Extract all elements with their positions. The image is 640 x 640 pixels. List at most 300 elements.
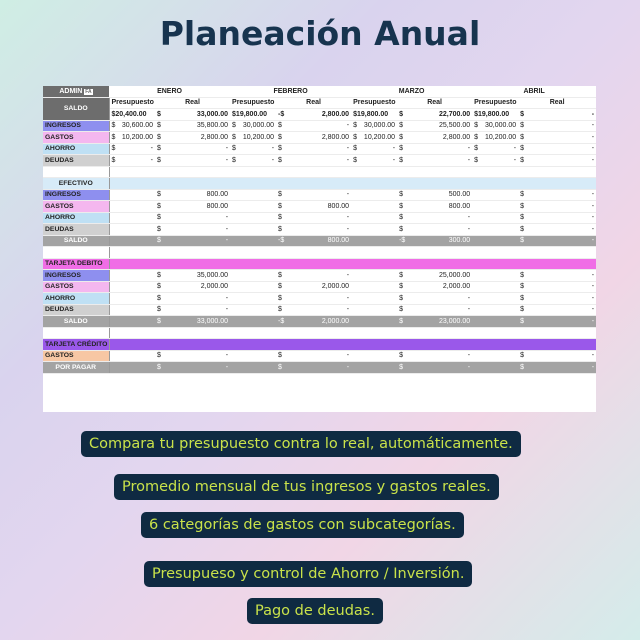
empty bbox=[109, 189, 155, 201]
empty bbox=[230, 304, 276, 316]
budget-value: - bbox=[361, 155, 397, 167]
real-value: 2,000.00 bbox=[407, 281, 472, 293]
currency: $ bbox=[518, 362, 528, 374]
real-value: 800.00 bbox=[286, 201, 351, 213]
real-value: 800.00 bbox=[407, 201, 472, 213]
category-label-ingresos: INGRESOS bbox=[43, 120, 109, 132]
summary-row-gastos bbox=[43, 132, 596, 144]
efectivo-section-title: EFECTIVO bbox=[43, 178, 109, 190]
blank-cell bbox=[286, 327, 351, 339]
currency: $ bbox=[155, 270, 165, 282]
empty bbox=[351, 362, 397, 374]
saldo-row bbox=[43, 109, 596, 121]
blank-row bbox=[43, 166, 596, 178]
blank-row bbox=[43, 327, 596, 339]
empty bbox=[351, 189, 397, 201]
debito-row-ahorro bbox=[43, 293, 596, 305]
budget-value: - bbox=[361, 143, 397, 155]
efectivo-saldo-value: 300.00 bbox=[407, 235, 472, 247]
real-value: - bbox=[528, 293, 596, 305]
credito-section-bar bbox=[109, 339, 596, 351]
currency: -$ bbox=[276, 316, 286, 328]
real-value: 35,800.00 bbox=[165, 120, 230, 132]
currency: $ bbox=[109, 143, 119, 155]
real-value: - bbox=[286, 350, 351, 362]
blank-cell bbox=[472, 247, 482, 259]
debito-label-gastos: GASTOS bbox=[43, 281, 109, 293]
empty bbox=[472, 235, 518, 247]
currency: $ bbox=[397, 293, 407, 305]
currency: $ bbox=[518, 132, 528, 144]
blank-cell bbox=[407, 247, 472, 259]
empty bbox=[472, 293, 518, 305]
blank-cell bbox=[397, 327, 407, 339]
real-value: - bbox=[407, 143, 472, 155]
currency: $ bbox=[518, 212, 528, 224]
empty bbox=[351, 281, 397, 293]
currency: $ bbox=[518, 201, 528, 213]
currency: $ bbox=[155, 304, 165, 316]
real-value: - bbox=[528, 143, 596, 155]
real-value: - bbox=[165, 293, 230, 305]
real-value: - bbox=[528, 304, 596, 316]
currency: $ bbox=[155, 281, 165, 293]
real-value: - bbox=[286, 224, 351, 236]
real-value: - bbox=[165, 224, 230, 236]
empty bbox=[472, 304, 518, 316]
real-value: - bbox=[528, 189, 596, 201]
month-header-enero: ENERO bbox=[109, 86, 230, 97]
currency: $ bbox=[472, 143, 482, 155]
saldo-real-marzo: 22,700.00 bbox=[407, 109, 472, 121]
blank-cell bbox=[230, 166, 240, 178]
currency: $ bbox=[276, 143, 286, 155]
blank-cell bbox=[109, 247, 119, 259]
real-value: 800.00 bbox=[165, 201, 230, 213]
saldo-real-enero: 33,000.00 bbox=[165, 109, 230, 121]
currency: $ bbox=[472, 132, 482, 144]
currency: $ bbox=[230, 132, 240, 144]
currency: $ bbox=[518, 316, 528, 328]
currency: $ bbox=[276, 201, 286, 213]
blank-cell bbox=[155, 247, 165, 259]
feature-average: Promedio mensual de tus ingresos y gastos reales. bbox=[114, 474, 499, 500]
currency: $ bbox=[155, 293, 165, 305]
currency: $ bbox=[397, 189, 407, 201]
blank-cell bbox=[165, 327, 230, 339]
efectivo-label-ingresos: INGRESOS bbox=[43, 189, 109, 201]
admin-label: ADMIN bbox=[59, 87, 83, 95]
currency: $ bbox=[518, 281, 528, 293]
real-value: - bbox=[286, 212, 351, 224]
real-value: - bbox=[407, 293, 472, 305]
blank-cell bbox=[528, 166, 596, 178]
admin-tab[interactable] bbox=[43, 86, 109, 97]
real-value: - bbox=[528, 224, 596, 236]
category-label-ahorro: AHORRO bbox=[43, 143, 109, 155]
empty bbox=[351, 316, 397, 328]
debito-saldo-label: SALDO bbox=[43, 316, 109, 328]
budget-value: 30,000.00 bbox=[240, 120, 276, 132]
efectivo-row-gastos bbox=[43, 201, 596, 213]
budget-value: 10,200.00 bbox=[240, 132, 276, 144]
debito-saldo-value: - bbox=[528, 316, 596, 328]
real-header: Real bbox=[397, 97, 472, 109]
currency: $ bbox=[230, 120, 240, 132]
blank-cell bbox=[276, 166, 286, 178]
currency: $ bbox=[109, 120, 119, 132]
currency: $ bbox=[518, 304, 528, 316]
blank-cell bbox=[482, 247, 518, 259]
blank-cell bbox=[518, 247, 528, 259]
real-value: - bbox=[528, 270, 596, 282]
empty bbox=[351, 270, 397, 282]
real-value: - bbox=[528, 281, 596, 293]
empty bbox=[472, 270, 518, 282]
empty bbox=[230, 235, 276, 247]
empty bbox=[230, 270, 276, 282]
real-value: 25,000.00 bbox=[407, 270, 472, 282]
empty bbox=[351, 235, 397, 247]
real-value: - bbox=[528, 350, 596, 362]
efectivo-label-deudas: DEUDAS bbox=[43, 224, 109, 236]
empty bbox=[472, 316, 518, 328]
blank-cell bbox=[43, 327, 109, 339]
blank-cell bbox=[361, 247, 397, 259]
empty bbox=[230, 201, 276, 213]
real-value: 2,000.00 bbox=[286, 281, 351, 293]
blank-cell bbox=[351, 166, 361, 178]
category-label-deudas: DEUDAS bbox=[43, 155, 109, 167]
empty bbox=[230, 293, 276, 305]
currency: $ bbox=[518, 293, 528, 305]
planning-table bbox=[43, 86, 596, 374]
real-value: 800.00 bbox=[165, 189, 230, 201]
currency: $ bbox=[155, 155, 165, 167]
efectivo-saldo-value: - bbox=[528, 235, 596, 247]
real-value: - bbox=[528, 212, 596, 224]
efectivo-row-deudas bbox=[43, 224, 596, 236]
currency: $ bbox=[155, 189, 165, 201]
blank-cell bbox=[397, 247, 407, 259]
debito-row-deudas bbox=[43, 304, 596, 316]
blank-cell bbox=[351, 247, 361, 259]
saldo-label: SALDO bbox=[43, 97, 109, 120]
currency: $ bbox=[397, 270, 407, 282]
saldo-real-abril: - bbox=[528, 109, 596, 121]
empty bbox=[109, 201, 155, 213]
debito-section-bar bbox=[109, 258, 596, 270]
real-value: - bbox=[407, 212, 472, 224]
blank-cell bbox=[482, 327, 518, 339]
blank-cell bbox=[276, 247, 286, 259]
blank-cell bbox=[119, 247, 155, 259]
currency: $ bbox=[397, 362, 407, 374]
credito-label-gastos: GASTOS bbox=[43, 350, 109, 362]
real-header: Real bbox=[518, 97, 596, 109]
empty bbox=[109, 316, 155, 328]
efectivo-saldo-label: SALDO bbox=[43, 235, 109, 247]
real-value: 2,800.00 bbox=[407, 132, 472, 144]
budget-value: 30,000.00 bbox=[361, 120, 397, 132]
budget-header: Presupuesto bbox=[230, 97, 276, 109]
real-value: 500.00 bbox=[407, 189, 472, 201]
blank-cell bbox=[518, 166, 528, 178]
currency: $ bbox=[155, 212, 165, 224]
credito-saldo-row bbox=[43, 362, 596, 374]
credito-saldo-value: - bbox=[407, 362, 472, 374]
empty bbox=[472, 350, 518, 362]
currency: -$ bbox=[397, 235, 407, 247]
currency: $ bbox=[276, 132, 286, 144]
budget-value: 10,200.00 bbox=[119, 132, 155, 144]
month-header-row bbox=[43, 86, 596, 97]
blank-cell bbox=[230, 327, 240, 339]
blank-row bbox=[43, 247, 596, 259]
feature-savings: Presupueso y control de Ahorro / Inversión. bbox=[144, 561, 472, 587]
empty bbox=[109, 235, 155, 247]
currency: $ bbox=[472, 120, 482, 132]
efectivo-saldo-value: - bbox=[165, 235, 230, 247]
blank-cell bbox=[528, 327, 596, 339]
blank-cell bbox=[109, 166, 119, 178]
blank-cell bbox=[276, 327, 286, 339]
efectivo-label-gastos: GASTOS bbox=[43, 201, 109, 213]
blank-cell bbox=[351, 327, 361, 339]
blank-cell bbox=[155, 327, 165, 339]
currency: $ bbox=[518, 189, 528, 201]
currency: $ bbox=[472, 155, 482, 167]
blank-cell bbox=[518, 327, 528, 339]
currency: $ bbox=[155, 201, 165, 213]
real-value: 25,500.00 bbox=[407, 120, 472, 132]
credito-saldo-label: POR PAGAR bbox=[43, 362, 109, 374]
currency: $ bbox=[397, 212, 407, 224]
empty bbox=[472, 201, 518, 213]
debito-saldo-value: 2,000.00 bbox=[286, 316, 351, 328]
real-value: 2,800.00 bbox=[165, 132, 230, 144]
currency: $ bbox=[276, 270, 286, 282]
real-value: - bbox=[286, 155, 351, 167]
currency: $ bbox=[155, 235, 165, 247]
real-value: - bbox=[286, 143, 351, 155]
blank-cell bbox=[286, 166, 351, 178]
budget-value: 10,200.00 bbox=[361, 132, 397, 144]
credito-row-gastos bbox=[43, 350, 596, 362]
blank-cell bbox=[472, 327, 482, 339]
debito-label-deudas: DEUDAS bbox=[43, 304, 109, 316]
debito-saldo-row bbox=[43, 316, 596, 328]
blank-cell bbox=[165, 166, 230, 178]
credito-saldo-value: - bbox=[528, 362, 596, 374]
subheader-row bbox=[43, 97, 596, 109]
debito-saldo-value: 23,000.00 bbox=[407, 316, 472, 328]
empty bbox=[230, 350, 276, 362]
currency: $ bbox=[276, 304, 286, 316]
budget-header: Presupuesto bbox=[472, 97, 518, 109]
blank-cell bbox=[109, 327, 119, 339]
currency: $ bbox=[155, 224, 165, 236]
blank-cell bbox=[472, 166, 482, 178]
credito-header-row bbox=[43, 339, 596, 351]
real-value: - bbox=[286, 293, 351, 305]
month-header-marzo: MARZO bbox=[351, 86, 472, 97]
currency: $ bbox=[518, 155, 528, 167]
saldo-budget-marzo: $19,800.00 bbox=[351, 109, 397, 121]
budget-header: Presupuesto bbox=[351, 97, 397, 109]
empty bbox=[351, 201, 397, 213]
efectivo-row-ingresos bbox=[43, 189, 596, 201]
real-value: 35,000.00 bbox=[165, 270, 230, 282]
real-value: - bbox=[286, 304, 351, 316]
currency: $ bbox=[397, 350, 407, 362]
currency: $ bbox=[276, 293, 286, 305]
currency: $ bbox=[351, 132, 361, 144]
real-value: - bbox=[528, 201, 596, 213]
currency: $ bbox=[155, 316, 165, 328]
blank-cell bbox=[119, 166, 155, 178]
empty bbox=[109, 224, 155, 236]
currency: $ bbox=[276, 212, 286, 224]
real-value: - bbox=[165, 155, 230, 167]
empty bbox=[230, 212, 276, 224]
blank-cell bbox=[43, 247, 109, 259]
blank-cell bbox=[240, 327, 276, 339]
currency: $ bbox=[397, 316, 407, 328]
empty bbox=[472, 224, 518, 236]
currency: $ bbox=[351, 120, 361, 132]
currency: $ bbox=[230, 155, 240, 167]
empty bbox=[351, 224, 397, 236]
blank-cell bbox=[240, 247, 276, 259]
debito-label-ahorro: AHORRO bbox=[43, 293, 109, 305]
debito-label-ingresos: INGRESOS bbox=[43, 270, 109, 282]
real-value: - bbox=[407, 155, 472, 167]
currency: $ bbox=[276, 120, 286, 132]
budget-value: 30,600.00 bbox=[119, 120, 155, 132]
efectivo-header-row bbox=[43, 178, 596, 190]
currency: $ bbox=[276, 189, 286, 201]
budget-value: 10,200.00 bbox=[482, 132, 518, 144]
empty bbox=[230, 316, 276, 328]
credito-saldo-value: - bbox=[286, 362, 351, 374]
month-header-abril: ABRIL bbox=[472, 86, 596, 97]
currency: $ bbox=[518, 143, 528, 155]
admin-tag: FA bbox=[85, 88, 92, 95]
currency: $ bbox=[351, 143, 361, 155]
saldo-budget-enero: $20,400.00 bbox=[109, 109, 155, 121]
real-value: - bbox=[165, 143, 230, 155]
empty bbox=[109, 270, 155, 282]
budget-value: - bbox=[482, 143, 518, 155]
currency: $ bbox=[276, 224, 286, 236]
saldo-real-currency: $ bbox=[397, 109, 407, 121]
empty bbox=[230, 281, 276, 293]
debito-section-title: TARJETA DEBITO bbox=[43, 258, 109, 270]
empty bbox=[109, 212, 155, 224]
blank-cell bbox=[361, 327, 397, 339]
currency: $ bbox=[397, 304, 407, 316]
empty bbox=[472, 362, 518, 374]
saldo-real-currency: -$ bbox=[276, 109, 286, 121]
real-value: - bbox=[407, 224, 472, 236]
blank-cell bbox=[397, 166, 407, 178]
currency: $ bbox=[518, 270, 528, 282]
real-header: Real bbox=[276, 97, 351, 109]
currency: $ bbox=[397, 155, 407, 167]
month-header-febrero: FEBRERO bbox=[230, 86, 351, 97]
efectivo-label-ahorro: AHORRO bbox=[43, 212, 109, 224]
real-value: - bbox=[165, 212, 230, 224]
blank-cell bbox=[165, 247, 230, 259]
debito-saldo-value: 33,000.00 bbox=[165, 316, 230, 328]
efectivo-row-ahorro bbox=[43, 212, 596, 224]
currency: $ bbox=[397, 201, 407, 213]
budget-value: 30,000.00 bbox=[482, 120, 518, 132]
debito-row-gastos bbox=[43, 281, 596, 293]
empty bbox=[351, 293, 397, 305]
saldo-real-febrero: 2,800.00 bbox=[286, 109, 351, 121]
blank-cell bbox=[43, 166, 109, 178]
currency: $ bbox=[397, 224, 407, 236]
saldo-budget-abril: $19,800.00 bbox=[472, 109, 518, 121]
budget-value: - bbox=[119, 155, 155, 167]
summary-row-deudas bbox=[43, 155, 596, 167]
currency: $ bbox=[397, 281, 407, 293]
budget-value: - bbox=[240, 143, 276, 155]
credito-saldo-value: - bbox=[165, 362, 230, 374]
empty bbox=[109, 293, 155, 305]
empty bbox=[230, 224, 276, 236]
blank-cell bbox=[528, 247, 596, 259]
real-value: 2,000.00 bbox=[165, 281, 230, 293]
empty bbox=[230, 189, 276, 201]
empty bbox=[351, 212, 397, 224]
currency: $ bbox=[109, 132, 119, 144]
summary-row-ingresos bbox=[43, 120, 596, 132]
blank-cell bbox=[361, 166, 397, 178]
currency: $ bbox=[351, 155, 361, 167]
currency: -$ bbox=[276, 235, 286, 247]
currency: $ bbox=[230, 143, 240, 155]
budget-value: - bbox=[240, 155, 276, 167]
spreadsheet bbox=[43, 86, 596, 412]
budget-header: Presupuesto bbox=[109, 97, 155, 109]
feature-compare: Compara tu presupuesto contra lo real, automáticamente. bbox=[81, 431, 521, 457]
real-value: - bbox=[407, 304, 472, 316]
empty bbox=[351, 350, 397, 362]
page-title: Planeación Anual bbox=[159, 14, 481, 53]
real-header: Real bbox=[155, 97, 230, 109]
empty bbox=[472, 281, 518, 293]
saldo-real-currency: $ bbox=[518, 109, 528, 121]
real-value: - bbox=[286, 270, 351, 282]
currency: $ bbox=[397, 132, 407, 144]
currency: $ bbox=[397, 120, 407, 132]
blank-cell bbox=[407, 166, 472, 178]
debito-row-ingresos bbox=[43, 270, 596, 282]
currency: $ bbox=[518, 120, 528, 132]
credito-section-title: TARJETA CRÉDITO bbox=[43, 339, 109, 351]
real-value: - bbox=[528, 132, 596, 144]
saldo-real-currency: $ bbox=[155, 109, 165, 121]
currency: $ bbox=[397, 143, 407, 155]
currency: $ bbox=[518, 224, 528, 236]
currency: $ bbox=[276, 362, 286, 374]
empty bbox=[351, 304, 397, 316]
currency: $ bbox=[276, 350, 286, 362]
budget-value: - bbox=[119, 143, 155, 155]
